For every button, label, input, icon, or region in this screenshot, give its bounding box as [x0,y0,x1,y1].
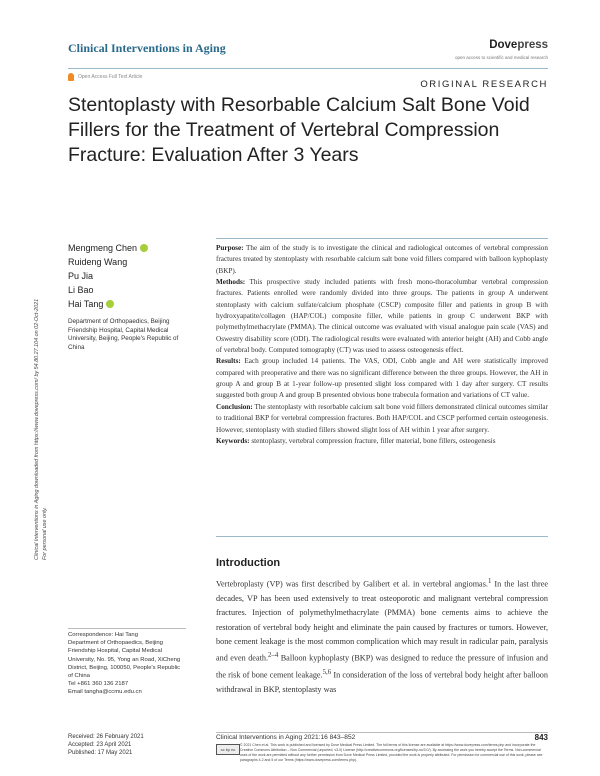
abstract-conclusion-text: The stentoplasty with resorbable calcium salt bone void fillers demonstrated clinical outcomes similar to traditional BKP for vertebral compression fractures. Both HAP/COL and CSCP performed certain osteogenesis. However, stentoplasty with studied fillers showed slight loss of AH within 1 year after surgery. [216,402,548,434]
article-section-label: ORIGINAL RESEARCH [420,79,548,90]
intro-text-1: Vertebroplasty (VP) was first described by Galibert et al. in vertebral angiomas. [216,579,488,589]
open-access-lock-icon [68,73,74,81]
brand-dove: Dove [489,39,518,51]
abstract [216,243,548,447]
dovepress-logo[interactable] [489,39,548,51]
journal-name[interactable]: Clinical Interventions in Aging [68,41,226,55]
abstract-keywords-label: Keywords: [216,436,250,445]
open-access-text: Open Access Full Text Article [78,74,143,80]
abstract-top-divider [216,238,548,239]
orcid-icon[interactable] [140,244,148,252]
correspondence-phone: Tel +861 360 136 2187 [68,681,129,688]
date-published: Published: 17 May 2021 [68,749,133,756]
abstract-keywords [216,436,548,447]
correspondence-block [68,631,186,697]
author-5[interactable] [68,299,114,309]
intro-text-4: In consideration of the loss of vertebral body height after balloon withdrawal in BKP, stentoplasty was [216,670,548,695]
brand-press: press [517,39,548,51]
citation-ref-3[interactable]: 5,6 [322,669,332,677]
side-note-line-2: For personal use only. [42,507,48,560]
author-name: Hai Tang [68,299,104,309]
abstract-conclusion-label: Conclusion: [216,402,253,411]
author-name: Mengmeng Chen [68,243,138,253]
introduction-heading: Introduction [216,557,281,569]
article-dates [68,734,144,757]
abstract-methods [216,277,548,356]
author-2[interactable] [68,257,127,267]
author-name: Pu Jia [68,271,94,281]
author-affiliation: Department of Orthopaedics, Beijing Friendship Hospital, Capital Medical University, Beijing, People's Republic of China [68,318,179,352]
author-4[interactable] [68,285,94,295]
author-name: Ruideng Wang [68,257,128,267]
footer-citation[interactable]: Clinical Interventions in Aging 2021:16 843–852 [216,734,356,741]
correspondence-email[interactable]: Email tangha@ccmu.edu.cn [68,689,142,696]
article-title: Stentoplasty with Resorbable Calcium Salt Bone Void Fillers for the Treatment of Vertebral Compression Fracture: Evaluation After 3 Years [68,94,530,166]
abstract-keywords-text: stentoplasty, vertebral compression fracture, filler material, bone fillers, osteogenesis [251,436,496,445]
date-accepted: Accepted: 23 April 2021 [68,741,132,748]
introduction-body [216,575,548,698]
citation-ref-1[interactable]: 1 [487,578,492,585]
author-3[interactable] [68,271,93,281]
header-divider [68,68,548,69]
abstract-bottom-divider [216,536,548,537]
abstract-results-label: Results: [216,357,241,366]
correspondence-label: Correspondence: Hai Tang [68,632,138,638]
abstract-methods-text: This prospective study included patients with fresh mono-thoracolumbar vertebral compression fractures. Patients enrolled were randomly divided into three groups. The patients in group A underwent stentoplasty with calcium sulfate/calcium phosphate (CSCP) composite filler and patients in group B with hydroxyapatite/collagen (HAP/COL) composite filler, while patients in group C underwent BKP with polymethylmethacrylate (PMMA). The clinical outcome was evaluated with visual analogue pain scale (VAS) and Oswestry disability score (ODI). The radiological results were evaluated with anterior height (AH) and Cobb angle of vertebral body. Computed tomography (CT) was used to assess osteogenesis effect. [216,278,548,355]
abstract-purpose-label: Purpose: [216,244,244,252]
license-text: © 2021 Chen et al. This work is published and licensed by Dove Medical Press Limited. The full terms of this license are available at https://www.dovepress.com/terms.php and incorporate the Creative Commons Attribution – Non Commercial (unported, v3.0) License (http://creativecommons.org/licenses/by-nc/3.0/). By accessing the work you hereby accept the Terms. Non-commercial uses of the work are permitted without any further permission from Dove Medical Press Limited, provided the work is properly attributed. For permission for commercial use of this work, please see paragraphs 4.2 and 5 of our Terms (https://www.dovepress.com/terms.php). [240,743,543,762]
page-number: 843 [534,733,548,742]
brand-tagline: open access to scientific and medical research [454,55,548,60]
date-received: Received: 26 February 2021 [68,734,144,740]
correspondence-divider [68,628,186,629]
side-note-line-1: Clinical Interventions in Aging downloaded from https://www.dovepress.com/ by 54.80.27.104 on 02-Oct-2021 [34,298,40,560]
open-access-label [68,73,142,81]
citation-ref-2[interactable]: 2–4 [268,652,279,660]
footer-divider [216,732,548,733]
intro-text-2: In the last three decades, VP has been used extensively to treat osteoporotic and malignant vertebral compression fractures. Injection of polymethylmethacrylate (PMMA) bone cements aims to achieve the restoration of vertebral body height and eliminate the pain caused by fractures or tumors. However, bone cement leakage is the most common complication which may result in radicular pain, paralysis and even death. [216,579,548,663]
correspondence-address: Department of Orthopaedics, Beijing Friendship Hospital, Capital Medical University, No. 95, Yong an Road, XiCheng District, Beijing, 100050, People's Republic of China [68,640,181,680]
abstract-methods-label: Methods: [216,278,246,287]
abstract-conclusion [216,402,548,436]
author-1[interactable] [68,243,148,253]
side-download-note [28,150,52,570]
abstract-purpose-text: The aim of the study is to investigate the clinical and radiological outcomes of vertebral compression fractures treated by stentoplasty with resorbable calcium salt bone void fillers compared with balloon kyphoplasty (BKP). [216,244,548,275]
abstract-purpose [216,243,548,277]
abstract-results-text: Each group included 14 patients. The VAS, ODI, Cobb angle and AH were statistically improved compared with preoperative and there was no significant difference between the three groups. However, the AH in group A and group B at 1-year follow-up presented slight loss compared with 1 day after surgery. CT results suggested both group A and group B presented obvious bone trabecula formation and variations of CT value. [216,357,548,400]
orcid-icon[interactable] [106,300,114,308]
author-name: Li Bao [68,285,94,295]
abstract-results [216,356,548,401]
creative-commons-icon[interactable]: cc by nc [216,744,240,755]
intro-text-3: Balloon kyphoplasty (BKP) was designed to reduce the pressure of infusion and the risk of bone cement leakage. [216,653,548,680]
